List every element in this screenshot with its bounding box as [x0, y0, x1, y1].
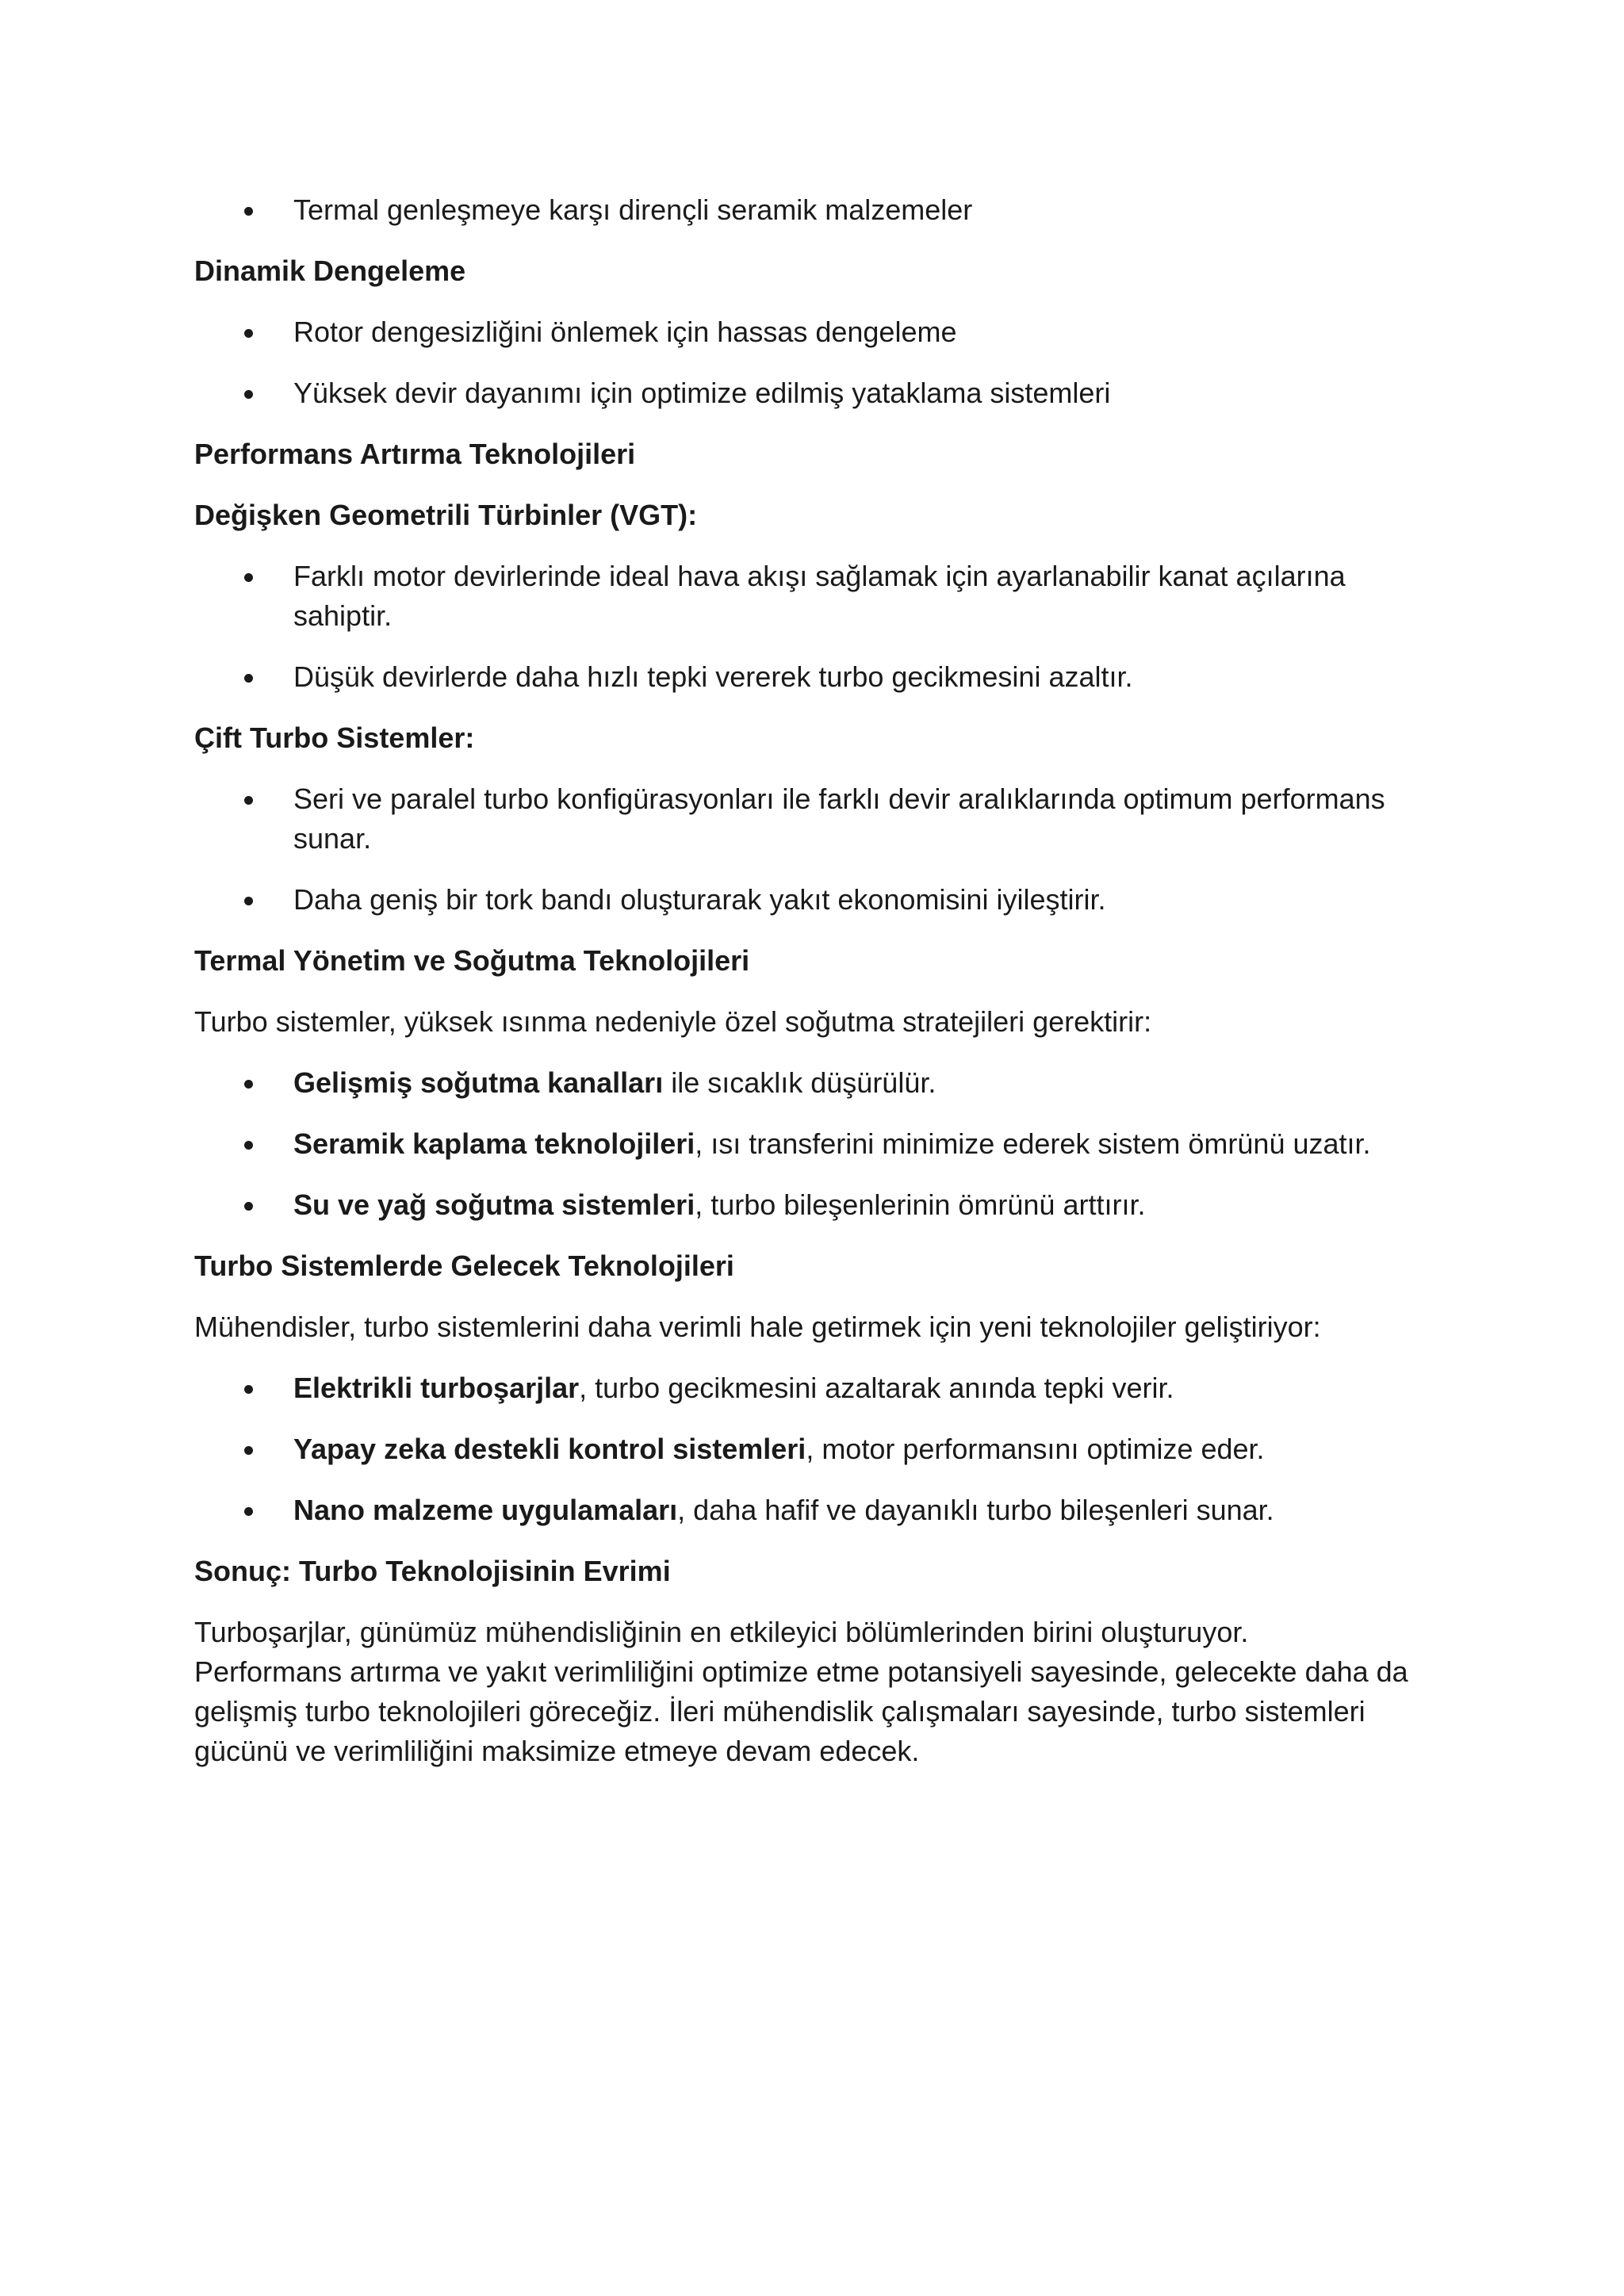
vgt-bullet-list	[194, 557, 1447, 697]
list-item	[194, 880, 1447, 920]
list-item-bold-text: Gelişmiş soğutma kanalları	[293, 1066, 664, 1099]
section-heading-sonuc: Sonuç: Turbo Teknolojisinin Evrimi	[194, 1555, 671, 1587]
bullet-icon	[244, 1202, 253, 1211]
bullet-icon	[244, 674, 253, 683]
bullet-icon	[244, 1385, 253, 1394]
paragraph-line: Turboşarjlar, günümüz mühendisliğinin en etkileyici bölümlerinden birini oluşturuyor.	[194, 1616, 1249, 1648]
list-item	[194, 190, 1447, 230]
list-item-text: Farklı motor devirlerinde ideal hava akışı sağlamak için ayarlanabilir kanat açılarına sahiptir.	[293, 560, 1346, 632]
list-item-text: , daha hafif ve dayanıklı turbo bileşenleri sunar.	[677, 1494, 1274, 1526]
bullet-icon	[244, 897, 253, 905]
list-item-bold-text: Seramik kaplama teknolojileri	[293, 1127, 695, 1160]
list-item-text: Düşük devirlerde daha hızlı tepki vererek turbo gecikmesini azaltır.	[293, 660, 1133, 693]
bullet-icon	[244, 1446, 253, 1455]
list-item	[194, 1490, 1447, 1530]
list-item	[194, 1368, 1447, 1408]
list-item-text: Yüksek devir dayanımı için optimize edilmiş yataklama sistemleri	[293, 377, 1111, 409]
bullet-icon	[244, 1080, 253, 1089]
list-item-text: Rotor dengesizliğini önlemek için hassas dengeleme	[293, 316, 957, 348]
list-item-text: Termal genleşmeye karşı dirençli seramik malzemeler	[293, 193, 973, 226]
bullet-icon	[244, 207, 253, 216]
section-heading-dinamik: Dinamik Dengeleme	[194, 254, 466, 287]
list-item	[194, 1063, 1447, 1103]
section-heading-gelecek: Turbo Sistemlerde Gelecek Teknolojileri	[194, 1249, 734, 1282]
sonuc-paragraph	[194, 1613, 1447, 1771]
bullet-icon	[244, 573, 253, 582]
list-item-text: Daha geniş bir tork bandı oluşturarak yakıt ekonomisini iyileştirir.	[293, 883, 1106, 916]
list-item-bold-text: Elektrikli turboşarjlar	[293, 1372, 580, 1404]
document-body	[194, 190, 1447, 1793]
section-heading-performans: Performans Artırma Teknolojileri	[194, 438, 636, 470]
list-item	[194, 1185, 1447, 1225]
gelecek-bullet-list	[194, 1368, 1447, 1530]
bullet-icon	[244, 1507, 253, 1516]
list-item-text: , motor performansını optimize eder.	[806, 1433, 1265, 1465]
list-item-text: , ısı transferini minimize ederek sistem ömrünü uzatır.	[695, 1127, 1371, 1160]
list-item-bold-text: Su ve yağ soğutma sistemleri	[293, 1188, 695, 1221]
list-item-text: , turbo bileşenlerinin ömrünü arttırır.	[695, 1188, 1146, 1221]
bullet-icon	[244, 329, 253, 338]
section-heading-termal: Termal Yönetim ve Soğutma Teknolojileri	[194, 944, 750, 977]
list-item	[194, 373, 1447, 413]
bullet-icon	[244, 390, 253, 399]
list-item-text: Seri ve paralel turbo konfigürasyonları ile farklı devir aralıklarında optimum performans sunar.	[293, 783, 1385, 855]
bullet-icon	[244, 1141, 253, 1150]
list-item	[194, 1429, 1447, 1469]
list-item	[194, 657, 1447, 697]
list-item	[194, 557, 1447, 636]
intro-bullet-list	[194, 190, 1447, 230]
dinamik-bullet-list	[194, 312, 1447, 413]
bullet-icon	[244, 796, 253, 805]
cift-bullet-list	[194, 779, 1447, 920]
list-item-bold-text: Yapay zeka destekli kontrol sistemleri	[293, 1433, 806, 1465]
list-item-text: , turbo gecikmesini azaltarak anında tepki verir.	[579, 1372, 1174, 1404]
paragraph-line: gelişmiş turbo teknolojileri göreceğiz. İleri mühendislik çalışmaları sayesinde, turbo sistemleri	[194, 1695, 1365, 1728]
section-heading-cift-turbo: Çift Turbo Sistemler:	[194, 721, 475, 754]
list-item	[194, 779, 1447, 859]
termal-intro-paragraph: Turbo sistemler, yüksek ısınma nedeniyle özel soğutma stratejileri gerektirir:	[194, 1005, 1152, 1038]
gelecek-intro-paragraph: Mühendisler, turbo sistemlerini daha verimli hale getirmek için yeni teknolojiler geliştiriyor:	[194, 1311, 1321, 1343]
section-heading-vgt: Değişken Geometrili Türbinler (VGT):	[194, 499, 698, 531]
termal-bullet-list	[194, 1063, 1447, 1225]
paragraph-line: gücünü ve verimliliğini maksimize etmeye devam edecek.	[194, 1735, 920, 1767]
paragraph-line: Performans artırma ve yakıt verimliliğini optimize etme potansiyeli sayesinde, gelecekte daha da	[194, 1655, 1408, 1688]
list-item-text: ile sıcaklık düşürülür.	[663, 1066, 936, 1099]
list-item	[194, 1124, 1447, 1164]
list-item-bold-text: Nano malzeme uygulamaları	[293, 1494, 678, 1526]
list-item	[194, 312, 1447, 352]
